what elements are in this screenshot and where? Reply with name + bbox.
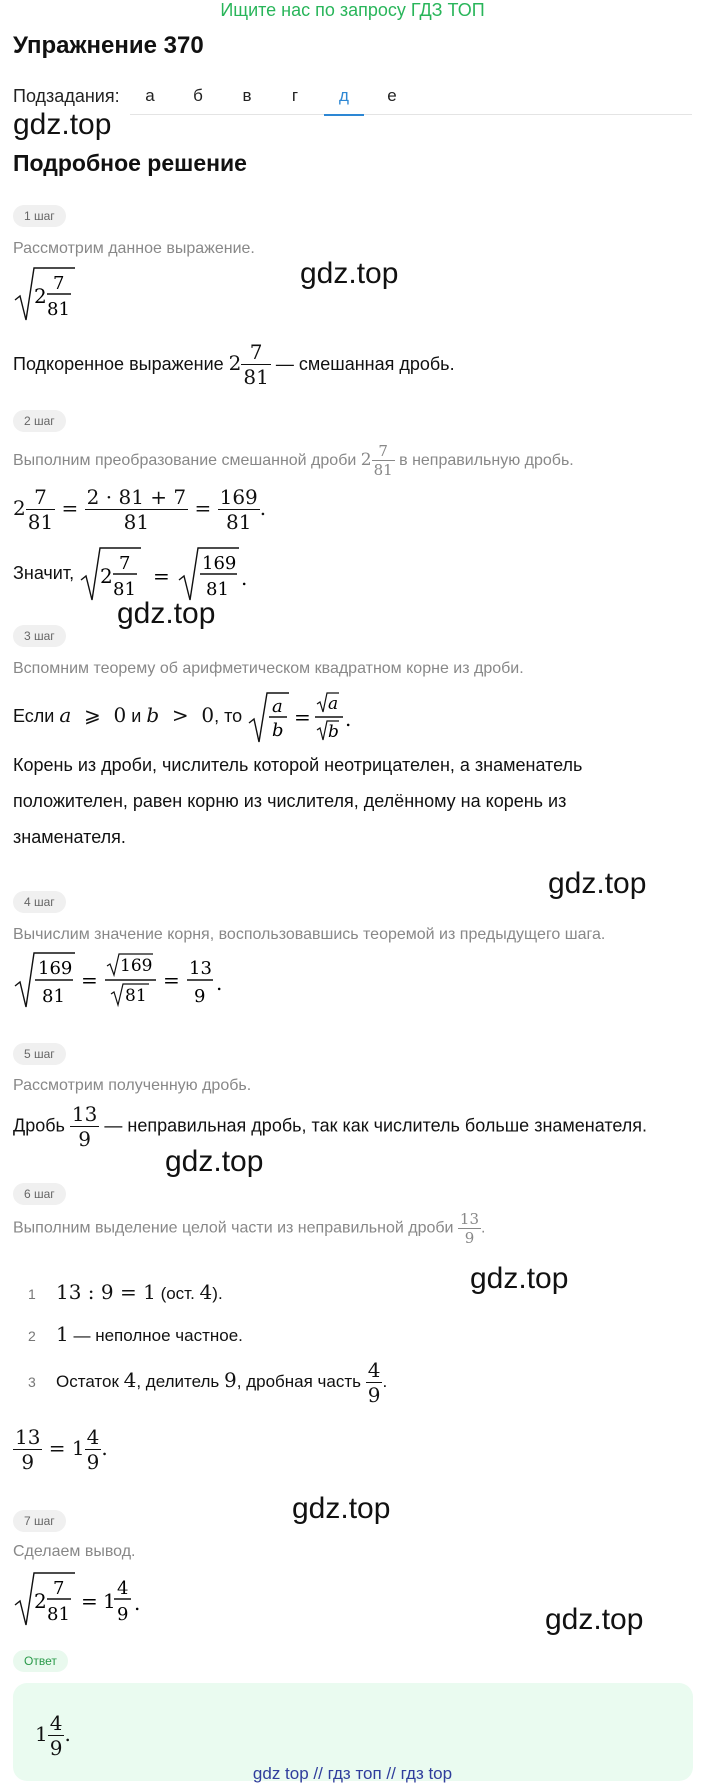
tab-a[interactable]: а xyxy=(145,86,155,105)
step-3-line-3: знаменателя. xyxy=(13,827,126,847)
sqrt-sign-icon xyxy=(13,950,233,1010)
step-2-badge: 2 шаг xyxy=(13,410,66,432)
svg-text:169: 169 xyxy=(38,958,73,979)
step-3-line-1: Корень из дроби, числитель которой неотрицателен, а знаменатель xyxy=(13,755,583,775)
step-6-result: $\frac{13}{9}$ = 1 $\frac{4}{9}$ . xyxy=(15,1425,108,1474)
list-item: 1 13 : 9 = 1 (ост. 4). xyxy=(28,1280,223,1304)
step-5-text-lead: Дробь xyxy=(13,1115,65,1136)
svg-text:.: . xyxy=(134,1591,141,1615)
step-3-badge: 3 шаг xyxy=(13,625,66,647)
subtasks-label: Подзадания: xyxy=(13,86,120,106)
step-4-desc: Вычислим значение корня, воспользовавшись теоремой из предыдущего шага. xyxy=(13,926,606,943)
svg-text:169: 169 xyxy=(202,553,237,574)
step-5-text-tail: — неправильная дробь, так как числитель больше знаменателя. xyxy=(104,1115,648,1136)
list-text: (ост. xyxy=(160,1284,195,1303)
watermark: gdz.top xyxy=(300,257,399,290)
tab-e[interactable]: е xyxy=(387,86,397,105)
then-word: , то xyxy=(214,705,243,726)
svg-text:9: 9 xyxy=(117,1604,129,1625)
svg-text:a: a xyxy=(328,694,339,714)
sqrt-sign-icon xyxy=(13,265,75,323)
svg-text:9: 9 xyxy=(194,986,206,1007)
sqrt-sign-icon xyxy=(247,690,357,744)
step-1-desc: Рассмотрим данное выражение. xyxy=(13,240,255,257)
step-2-desc: Выполним преобразование смешанной дроби 2 $\frac{7}{81}$ в неправильную дробь. xyxy=(13,442,574,479)
step-6-badge: 6 шаг xyxy=(13,1183,66,1205)
sqrt-sign-icon xyxy=(13,1570,153,1628)
if-word: Если xyxy=(13,705,55,726)
watermark: gdz.top xyxy=(545,1603,644,1636)
svg-text:7: 7 xyxy=(53,1578,65,1599)
list-num: 1 xyxy=(28,1286,36,1302)
step-1-text-tail: — смешанная дробь. xyxy=(275,354,455,374)
svg-text:81: 81 xyxy=(206,579,230,600)
tab-b[interactable]: б xyxy=(193,86,203,105)
list-num: 3 xyxy=(28,1373,36,1390)
list-item: 2 1 — неполное частное. xyxy=(28,1322,243,1346)
step-2-text-lead: Значит, xyxy=(13,562,75,583)
svg-text:7: 7 xyxy=(53,273,65,294)
tab-g[interactable]: г xyxy=(291,86,299,105)
step-1-text: Подкоренное выражение 2 $\frac{7}{81}$ — смешанная дробь. xyxy=(13,340,455,389)
list-text: , дробная часть xyxy=(236,1371,362,1391)
svg-text:81: 81 xyxy=(125,986,147,1006)
svg-text:13: 13 xyxy=(189,958,212,979)
answer-value: 1 $\frac{4}{9}$ . xyxy=(35,1711,71,1760)
svg-text:81: 81 xyxy=(47,1604,70,1625)
watermark: gdz.top xyxy=(292,1492,391,1525)
step-6-desc: Выполним выделение целой части из неправильной дроби $\frac{13}{9}$ . xyxy=(13,1210,486,1247)
svg-text:=: = xyxy=(294,705,311,729)
step-2-text xyxy=(13,545,294,603)
step-7-formula xyxy=(13,1570,153,1633)
list-num: 2 xyxy=(28,1328,36,1344)
watermark: gdz.top xyxy=(13,108,112,141)
tab-d[interactable]: д xyxy=(324,86,364,106)
svg-text:4: 4 xyxy=(117,1578,129,1599)
list-text: — неполное частное. xyxy=(73,1326,243,1345)
list-text: Остаток xyxy=(56,1371,119,1391)
step-7-desc: Сделаем вывод. xyxy=(13,1543,136,1560)
list-item: 3 Остаток 4, делитель 9, дробная часть $\frac{4}{9}$ . xyxy=(28,1358,388,1407)
tab-v[interactable]: в xyxy=(242,86,252,105)
footer-links[interactable]: gdz top // гдз топ // гдз top xyxy=(252,1764,453,1783)
answer-badge: Ответ xyxy=(13,1650,68,1672)
watermark: gdz.top xyxy=(548,867,647,900)
step-4-badge: 4 шаг xyxy=(13,891,66,913)
step-6-desc-lead: Выполним выделение целой части из неправильной дроби xyxy=(13,1219,454,1237)
and-word: и xyxy=(131,705,142,726)
svg-text:a: a xyxy=(272,696,283,717)
list-text: , делитель xyxy=(136,1371,220,1391)
svg-text:=: = xyxy=(153,564,170,588)
solution-title: Подробное решение xyxy=(13,150,247,176)
svg-text:=: = xyxy=(163,968,180,992)
step-4-formula xyxy=(13,950,233,1015)
step-3-desc: Вспомним теорему об арифметическом квадратном корне из дроби. xyxy=(13,660,524,677)
svg-text:2: 2 xyxy=(34,284,47,308)
svg-text:b: b xyxy=(328,722,340,742)
sqrt-sign-icon xyxy=(79,545,294,603)
step-1-formula xyxy=(13,265,75,328)
svg-text:7: 7 xyxy=(119,553,131,574)
step-5-desc: Рассмотрим полученную дробь. xyxy=(13,1077,252,1094)
svg-text:=: = xyxy=(81,1589,98,1613)
step-3-line-2: положителен, равен корню из числителя, делённому на корень из xyxy=(13,791,567,811)
step-5-text: Дробь $\frac{13}{9}$ — неправильная дробь, так как числитель больше знаменателя. xyxy=(13,1102,648,1151)
step-5-badge: 5 шаг xyxy=(13,1043,66,1065)
svg-text:1: 1 xyxy=(103,1589,116,1613)
top-banner[interactable]: Ищите нас по запросу ГДЗ ТОП xyxy=(220,0,485,20)
watermark: gdz.top xyxy=(470,1262,569,1295)
step-1-badge: 1 шаг xyxy=(13,205,66,227)
svg-text:81: 81 xyxy=(113,579,137,600)
svg-text:=: = xyxy=(81,968,98,992)
svg-text:2: 2 xyxy=(34,1589,47,1613)
step-2-desc-tail: в неправильную дробь. xyxy=(399,452,574,469)
subtask-tabs xyxy=(130,76,692,115)
step-2-formula: 2 $\frac{7}{81}$ = $\frac{2 \cdot 81 + 7}{81}$ = $\frac{169}{81}$ . xyxy=(13,485,267,534)
svg-text:81: 81 xyxy=(47,299,70,320)
step-3-theorem: Если a ⩾ 0 и b > 0, то a b = a b . xyxy=(13,690,357,744)
step-1-text-lead: Подкоренное выражение xyxy=(13,354,224,374)
svg-text:b: b xyxy=(272,720,284,741)
svg-text:169: 169 xyxy=(120,956,153,976)
svg-text:2: 2 xyxy=(100,564,113,588)
step-7-badge: 7 шаг xyxy=(13,1510,66,1532)
svg-text:81: 81 xyxy=(42,986,65,1007)
svg-text:.: . xyxy=(241,566,248,590)
svg-text:.: . xyxy=(216,971,223,995)
watermark: gdz.top xyxy=(117,597,216,630)
watermark: gdz.top xyxy=(165,1145,264,1178)
svg-text:.: . xyxy=(345,707,352,731)
step-2-desc-lead: Выполним преобразование смешанной дроби xyxy=(13,452,357,469)
exercise-title: Упражнение 370 xyxy=(13,32,204,59)
